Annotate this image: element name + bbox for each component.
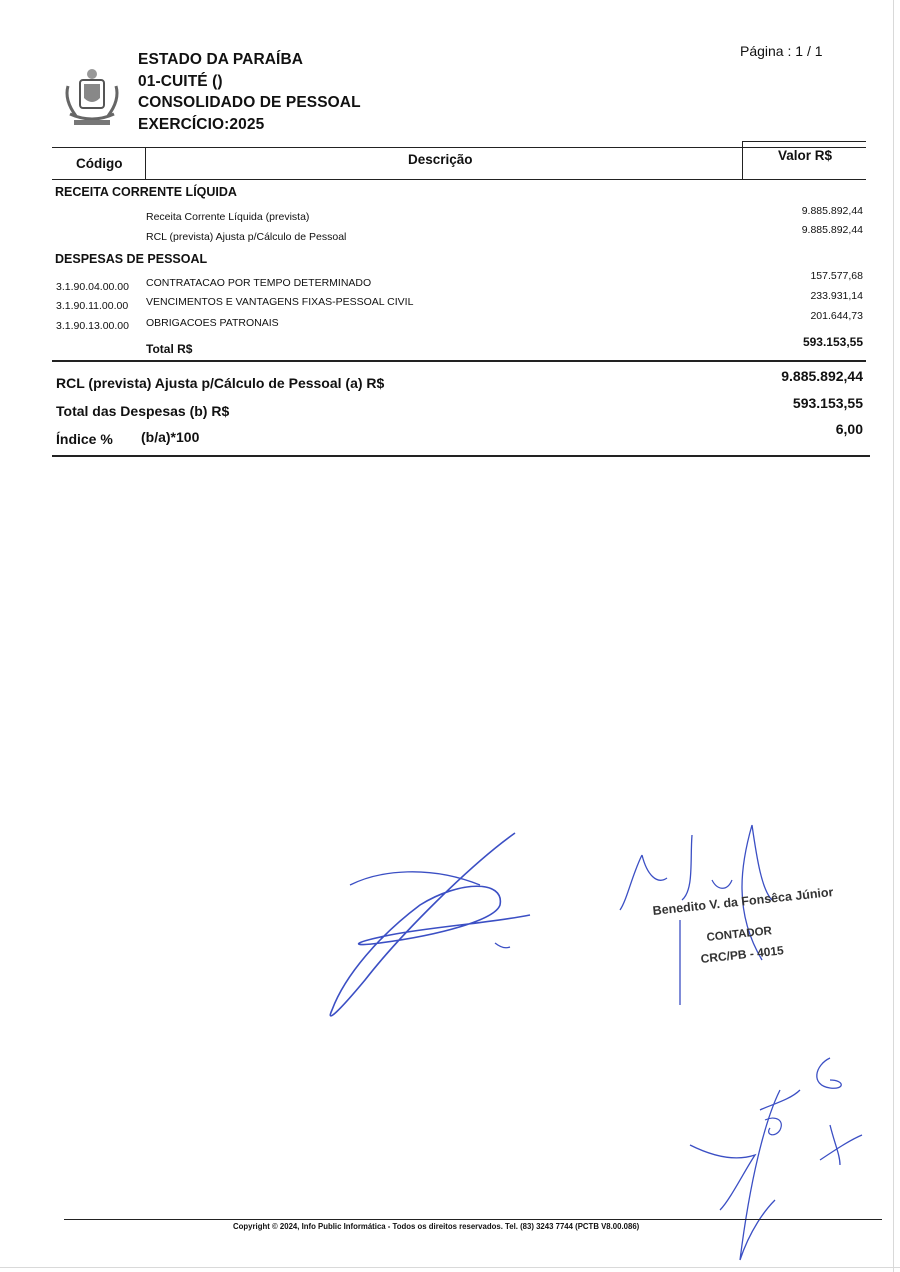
- stamp-crc: CRC/PB - 4015: [700, 943, 785, 966]
- despesas-total-label: Total R$: [146, 342, 193, 356]
- despesa-row-1-descricao: CONTRATACAO POR TEMPO DETERMINADO: [146, 277, 372, 289]
- column-header-descricao: Descrição: [408, 152, 473, 167]
- table-top-rule: [52, 147, 866, 148]
- section-despesas-label: DESPESAS DE PESSOAL: [55, 252, 208, 266]
- footer-copyright: Copyright © 2024, Info Public Informática - Todos os direitos reservados. Tel. (83) 3243 7744 (PCTB V8.00.086): [233, 1222, 640, 1231]
- header-report-title: CONSOLIDADO DE PESSOAL: [138, 94, 361, 111]
- header-year: EXERCÍCIO:2025: [138, 116, 265, 133]
- despesa-row-3-descricao: OBRIGACOES PATRONAIS: [146, 317, 279, 329]
- receita-row-2-valor: 9.885.892,44: [801, 224, 863, 236]
- page-edge-right: [893, 0, 894, 1272]
- despesas-total-valor: 593.153,55: [802, 335, 863, 349]
- summary-despesas-valor: 593.153,55: [792, 395, 863, 411]
- despesa-row-2-codigo: 3.1.90.11.00.00: [56, 300, 129, 312]
- signature-scribble-left: [320, 825, 540, 1025]
- summary-indice-label: Índice %: [56, 431, 113, 447]
- stamp-name: Benedito V. da Fonsêca Júnior: [652, 885, 835, 918]
- column-header-codigo: Código: [76, 156, 123, 171]
- header-state: ESTADO DA PARAÍBA: [138, 51, 304, 68]
- summary-rcl-valor: 9.885.892,44: [781, 368, 863, 384]
- state-crest-icon: [62, 66, 122, 128]
- table-valor-top-rule: [742, 141, 866, 142]
- table-col-divider-2: [742, 141, 743, 180]
- section-receita-label: RECEITA CORRENTE LÍQUIDA: [55, 185, 237, 199]
- summary-rcl-label: RCL (prevista) Ajusta p/Cálculo de Pessoal (a) R$: [56, 375, 385, 391]
- receita-row-1-descricao: Receita Corrente Líquida (prevista): [146, 211, 310, 223]
- table-col-divider-1: [145, 147, 146, 180]
- receita-row-2-descricao: RCL (prevista) Ajusta p/Cálculo de Pessoal: [146, 231, 347, 243]
- signature-scribble-right: [612, 820, 812, 1010]
- page-edge-bottom: [0, 1267, 900, 1268]
- despesa-row-3-codigo: 3.1.90.13.00.00: [56, 320, 129, 332]
- receita-row-1-valor: 9.885.892,44: [801, 205, 863, 217]
- column-header-valor: Valor R$: [778, 148, 833, 163]
- table-bottom-rule: [52, 360, 866, 362]
- stamp-role: CONTADOR: [706, 925, 773, 944]
- despesa-row-3-valor: 201.644,73: [810, 310, 863, 322]
- despesa-row-1-valor: 157.577,68: [810, 270, 863, 282]
- despesa-row-1-codigo: 3.1.90.04.00.00: [56, 281, 129, 293]
- summary-despesas-label: Total das Despesas (b) R$: [56, 403, 230, 419]
- footer-rule: [64, 1219, 882, 1220]
- summary-bottom-rule: [52, 455, 870, 457]
- signature-initials: [680, 1050, 870, 1265]
- table-header-bottom-rule: [52, 179, 866, 180]
- page-number: Página : 1 / 1: [740, 43, 823, 59]
- header-entity: 01-CUITÉ (): [138, 73, 223, 90]
- summary-indice-formula: (b/a)*100: [141, 429, 200, 445]
- summary-indice-valor: 6,00: [835, 421, 863, 437]
- despesa-row-2-valor: 233.931,14: [810, 290, 863, 302]
- despesa-row-2-descricao: VENCIMENTOS E VANTAGENS FIXAS-PESSOAL CIVIL: [146, 296, 414, 308]
